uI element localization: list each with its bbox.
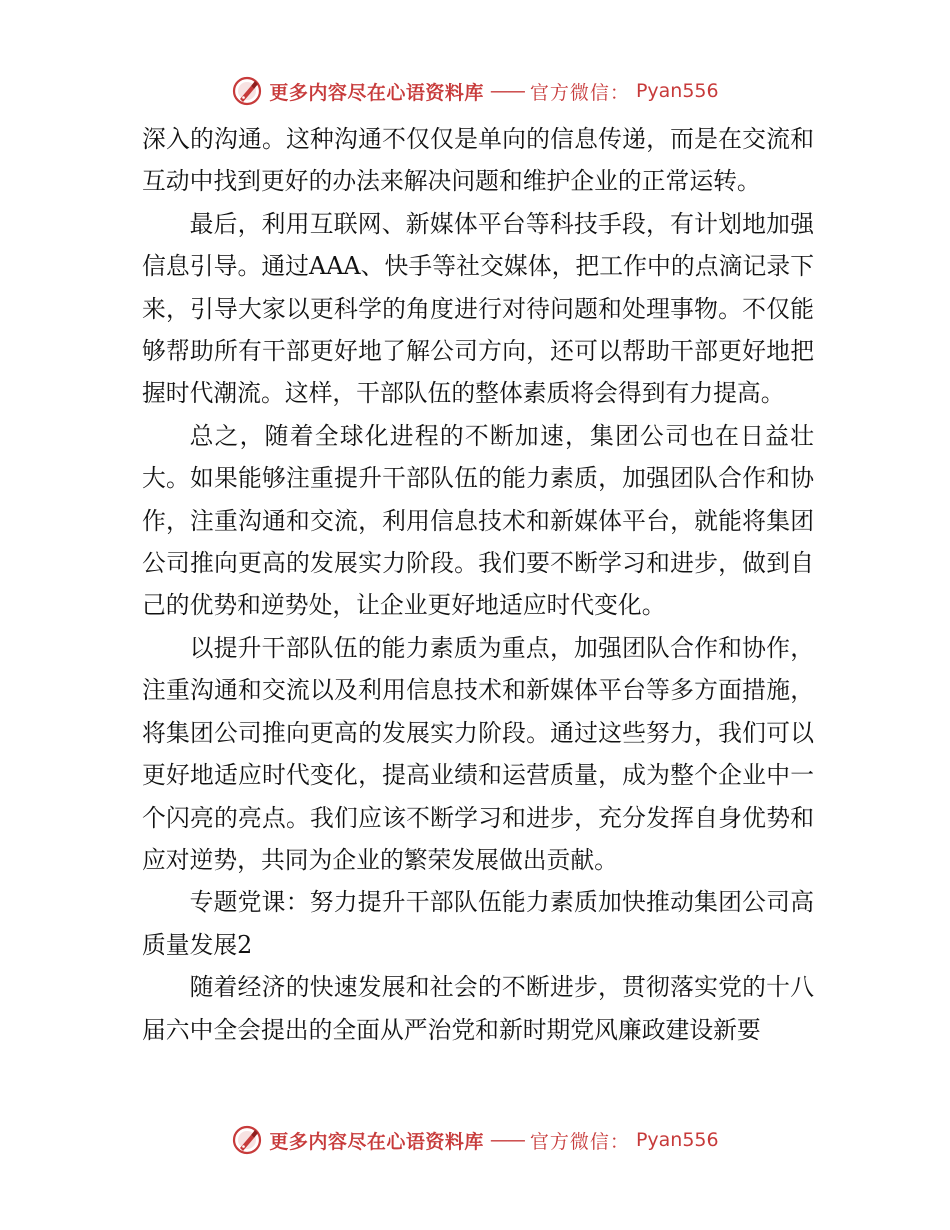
watermark-wechat-label: 官方微信： (529, 81, 630, 104)
watermark-separator: —— (489, 80, 524, 102)
watermark-wechat-account: Pyan556 (635, 1129, 719, 1151)
watermark-separator: —— (489, 1129, 524, 1151)
paragraph: 深入的沟通。这种沟通不仅仅是单向的信息传递，而是在交流和互动中找到更好的办法来解决问题和维护企业的正常运转。 (142, 125, 814, 196)
watermark-banner-top (0, 71, 950, 111)
paragraph: 以提升干部队伍的能力素质为重点，加强团队合作和协作，注重沟通和交流以及利用信息技术和新媒体平台等多方面措施，将集团公司推向更高的发展实力阶段。通过这些努力，我们可以更好地适应时代变化，提高业绩和运营质量，成为整个企业中一个闪亮的亮点。我们应该不断学习和进步，充分发挥自身优势和应对逆势，共同为企业的繁荣发展做出贡献。 (142, 633, 814, 874)
watermark-brand-text: 更多内容尽在心语资料库 (269, 81, 484, 104)
watermark-wechat-label: 官方微信： (529, 1130, 630, 1153)
document-body (142, 118, 814, 1051)
watermark-brand-text: 更多内容尽在心语资料库 (269, 1130, 484, 1153)
section-heading: 专题党课：努力提升干部队伍能力素质加快推动集团公司高质量发展2 (142, 888, 814, 959)
paragraph: 最后，利用互联网、新媒体平台等科技手段，有计划地加强信息引导。通过AAA、快手等社交媒体，把工作中的点滴记录下来，引导大家以更科学的角度进行对待问题和处理事物。不仅能够帮助所有干部更好地了解公司方向，还可以帮助干部更好地把握时代潮流。这样，干部队伍的整体素质将会得到有力提高。 (142, 209, 814, 408)
paragraph: 总之，随着全球化进程的不断加速，集团公司也在日益壮大。如果能够注重提升干部队伍的能力素质，加强团队合作和协作，注重沟通和交流，利用信息技术和新媒体平台，就能将集团公司推向更高的发展实力阶段。我们要不断学习和进步，做到自己的优势和逆势处，让企业更好地适应时代变化。 (142, 421, 814, 620)
watermark-banner-bottom (0, 1120, 950, 1160)
watermark-wechat-account: Pyan556 (635, 80, 719, 102)
paragraph: 随着经济的快速发展和社会的不断进步，贯彻落实党的十八届六中全会提出的全面从严治党和新时期党风廉政建设新要 (142, 973, 814, 1044)
pen-nib-logo-icon (231, 75, 263, 107)
pen-nib-logo-icon (231, 1124, 263, 1156)
